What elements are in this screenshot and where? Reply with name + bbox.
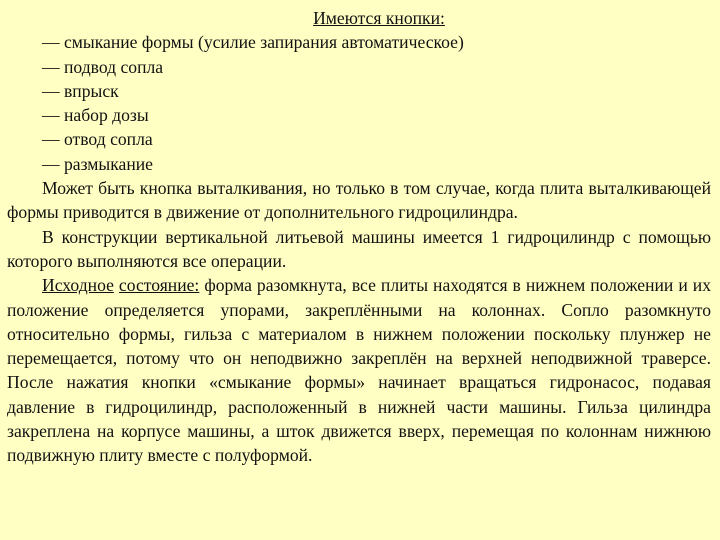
heading: Имеются кнопки: [313, 8, 445, 28]
button-list [7, 30, 711, 176]
list-item: — впрыск [42, 80, 119, 101]
list-item: — размыкание [42, 153, 153, 174]
paragraph-hydrocylinder: В конструкции вертикальной литьевой машины имеется 1 гидроцилиндр с помощью которого выполняются все операции. [7, 226, 711, 271]
list-item: — подвод сопла [42, 56, 164, 77]
initial-state-label-2: состояние: [118, 275, 200, 296]
paragraph-ejector: Может быть кнопка выталкивания, но только в том случае, когда плита выталкивающей формы приводится в движение от дополнительного гидроцилиндра. [7, 178, 711, 223]
list-item: — отвод сопла [42, 129, 153, 150]
paragraph-initial-state [7, 273, 711, 467]
initial-state-label-1: Исходное [42, 275, 114, 296]
list-item: — смыкание формы (усилие запирания автоматическое) [42, 32, 464, 53]
initial-state-text: форма разомкнута, все плиты находятся в нижнем положении и их положение определяется упорами, закреплёнными на колоннах. Сопло разомкнуто относительно формы, гильза с материалом в нижнем положении поскольку плунжер не перемещается, потому что он неподвижно закреплён на верхней неподвижной траверсе. После нажатия кнопки «смыкание формы» начинает вращаться гидронасос, подавая давление в гидроцилиндр, расположенный в нижней части машины. Гильза цилиндра закреплена на корпусе машины, а шток движется вверх, перемещая по колоннам нижнюю подвижную плиту вместе с полуформой. [7, 275, 711, 466]
list-item: — набор дозы [42, 105, 149, 126]
